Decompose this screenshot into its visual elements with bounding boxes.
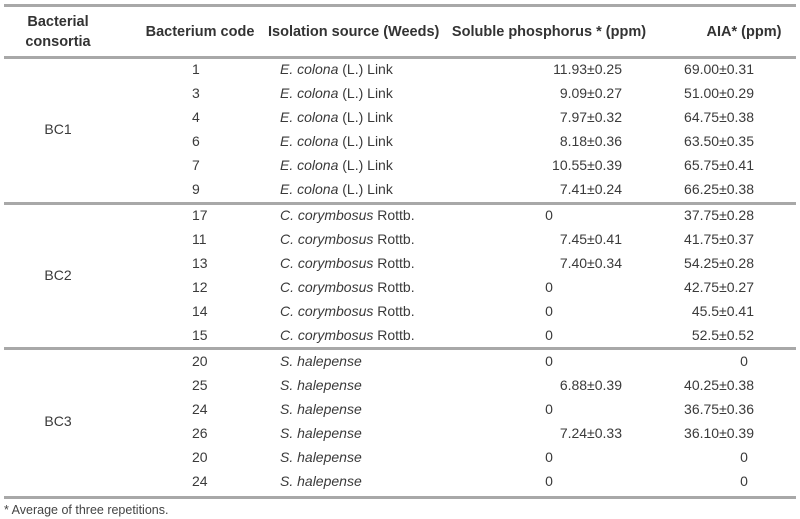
table-row	[4, 203, 796, 227]
bacterium-code: 7	[192, 157, 200, 173]
species-authority: (L.) Link	[338, 61, 393, 77]
aia-value: 52.5±0.52	[691, 327, 754, 343]
isolation-source	[268, 421, 446, 445]
isolation-source	[268, 299, 446, 323]
aia-value: 36.10±0.39	[684, 425, 754, 441]
species-name: S. halepense	[280, 425, 362, 441]
aia-value: 45.5±0.41	[691, 303, 754, 319]
aia-value: 0	[740, 353, 748, 369]
bacterium-code: 24	[192, 473, 208, 489]
isolation-source	[268, 81, 446, 105]
isolation-source	[268, 397, 446, 421]
bacterium-code: 13	[192, 255, 208, 271]
bacterium-code: 20	[192, 353, 208, 369]
isolation-source	[268, 323, 446, 347]
table-row	[4, 323, 796, 347]
aia-value: 41.75±0.37	[684, 231, 754, 247]
soluble-phosphorus-value: 0	[545, 353, 553, 369]
soluble-phosphorus-value: 0	[545, 327, 553, 343]
table-row	[4, 57, 796, 81]
aia-value: 42.75±0.27	[684, 279, 754, 295]
bacterium-code: 6	[192, 133, 200, 149]
header-aia: AIA* (ppm)	[706, 24, 782, 40]
soluble-phosphorus-value: 0	[545, 401, 553, 417]
table-row	[4, 445, 796, 469]
aia-value: 54.25±0.28	[684, 255, 754, 271]
isolation-source	[268, 227, 446, 251]
soluble-phosphorus-value: 0	[545, 473, 553, 489]
header-code: Bacterium code	[145, 24, 255, 40]
aia-value: 51.00±0.29	[684, 85, 754, 101]
aia-value: 63.50±0.35	[684, 133, 754, 149]
table-row	[4, 81, 796, 105]
species-name: S. halepense	[280, 473, 362, 489]
table-row	[4, 227, 796, 251]
isolation-source	[268, 445, 446, 469]
soluble-phosphorus-value: 6.88±0.39	[559, 377, 622, 393]
species-authority: (L.) Link	[338, 181, 393, 197]
isolation-source	[268, 105, 446, 129]
species-authority: Rottb.	[373, 279, 415, 295]
bacterium-code: 20	[192, 449, 208, 465]
species-name: C. corymbosus	[280, 231, 374, 247]
table-row	[4, 421, 796, 445]
species-name: S. halepense	[280, 449, 362, 465]
soluble-phosphorus-value: 8.18±0.36	[559, 133, 622, 149]
species-name: S. halepense	[280, 401, 362, 417]
isolation-source	[268, 153, 446, 177]
species-name: S. halepense	[280, 377, 362, 393]
soluble-phosphorus-value: 7.41±0.24	[559, 181, 622, 197]
soluble-phosphorus-value: 10.55±0.39	[552, 157, 622, 173]
aia-value: 40.25±0.38	[684, 377, 754, 393]
table-body	[4, 57, 796, 493]
soluble-phosphorus-value: 7.97±0.32	[559, 109, 622, 125]
bacterium-code: 24	[192, 401, 208, 417]
species-name: E. colona	[280, 157, 339, 173]
bacterium-code: 17	[192, 207, 208, 223]
species-name: C. corymbosus	[280, 303, 374, 319]
aia-value: 64.75±0.38	[684, 109, 754, 125]
consortium-label: BC2	[44, 267, 72, 283]
bacterium-code: 12	[192, 279, 208, 295]
table-row	[4, 373, 796, 397]
species-name: S. halepense	[280, 353, 362, 369]
results-table	[4, 7, 796, 493]
isolation-source	[268, 349, 446, 373]
consortium-label: BC1	[44, 121, 72, 137]
species-authority: (L.) Link	[338, 109, 393, 125]
soluble-phosphorus-value: 0	[545, 207, 553, 223]
table-row	[4, 397, 796, 421]
isolation-source	[268, 251, 446, 275]
species-authority: (L.) Link	[338, 157, 393, 173]
table-row	[4, 349, 796, 373]
species-name: C. corymbosus	[280, 207, 374, 223]
bacterium-code: 4	[192, 109, 200, 125]
species-name: E. colona	[280, 181, 339, 197]
species-authority: Rottb.	[373, 207, 415, 223]
table-row	[4, 469, 796, 493]
soluble-phosphorus-value: 0	[545, 303, 553, 319]
header-soluble-phosphorus: Soluble phosphorus * (ppm)	[451, 24, 647, 40]
bacterium-code: 25	[192, 377, 208, 393]
aia-value: 0	[740, 449, 748, 465]
table-row	[4, 275, 796, 299]
isolation-source	[268, 469, 446, 493]
species-name: E. colona	[280, 109, 339, 125]
footnote: * Average of three repetitions.	[4, 503, 169, 517]
species-name: C. corymbosus	[280, 279, 374, 295]
species-name: E. colona	[280, 61, 339, 77]
species-authority: Rottb.	[373, 255, 415, 271]
isolation-source	[268, 177, 446, 201]
bacterium-code: 3	[192, 85, 200, 101]
species-authority: (L.) Link	[338, 133, 393, 149]
header-consortia: Bacterial consortia	[25, 14, 91, 50]
isolation-source	[268, 129, 446, 153]
soluble-phosphorus-value: 0	[545, 449, 553, 465]
isolation-source	[268, 373, 446, 397]
isolation-source	[268, 57, 446, 81]
aia-value: 37.75±0.28	[684, 207, 754, 223]
isolation-source	[268, 275, 446, 299]
soluble-phosphorus-value: 0	[545, 279, 553, 295]
species-authority: Rottb.	[373, 303, 415, 319]
table-row	[4, 251, 796, 275]
species-name: C. corymbosus	[280, 327, 374, 343]
soluble-phosphorus-value: 9.09±0.27	[559, 85, 622, 101]
bacterium-code: 26	[192, 425, 208, 441]
table-row	[4, 105, 796, 129]
bacterium-code: 11	[192, 231, 207, 247]
bacterium-code: 1	[192, 61, 200, 77]
bacterium-code: 14	[192, 303, 208, 319]
aia-value: 66.25±0.38	[684, 181, 754, 197]
header-source: Isolation source (Weeds)	[268, 24, 440, 40]
isolation-source	[268, 203, 446, 227]
species-name: E. colona	[280, 133, 339, 149]
aia-value: 69.00±0.31	[684, 61, 754, 77]
species-authority: Rottb.	[373, 231, 415, 247]
soluble-phosphorus-value: 7.40±0.34	[559, 255, 622, 271]
bacterium-code: 9	[192, 181, 200, 197]
consortium-label: BC3	[44, 413, 72, 429]
species-authority: Rottb.	[373, 327, 415, 343]
table-row	[4, 299, 796, 323]
aia-value: 36.75±0.36	[684, 401, 754, 417]
bottom-rule	[4, 496, 796, 499]
header-row	[4, 7, 796, 57]
species-name: C. corymbosus	[280, 255, 374, 271]
species-authority: (L.) Link	[338, 85, 393, 101]
table-row	[4, 153, 796, 177]
bacterium-code: 15	[192, 327, 208, 343]
table-row	[4, 177, 796, 201]
soluble-phosphorus-value: 7.24±0.33	[559, 425, 622, 441]
soluble-phosphorus-value: 7.45±0.41	[559, 231, 622, 247]
species-name: E. colona	[280, 85, 339, 101]
aia-value: 0	[740, 473, 748, 489]
soluble-phosphorus-value: 11.93±0.25	[553, 61, 622, 77]
table-row	[4, 129, 796, 153]
aia-value: 65.75±0.41	[684, 157, 754, 173]
